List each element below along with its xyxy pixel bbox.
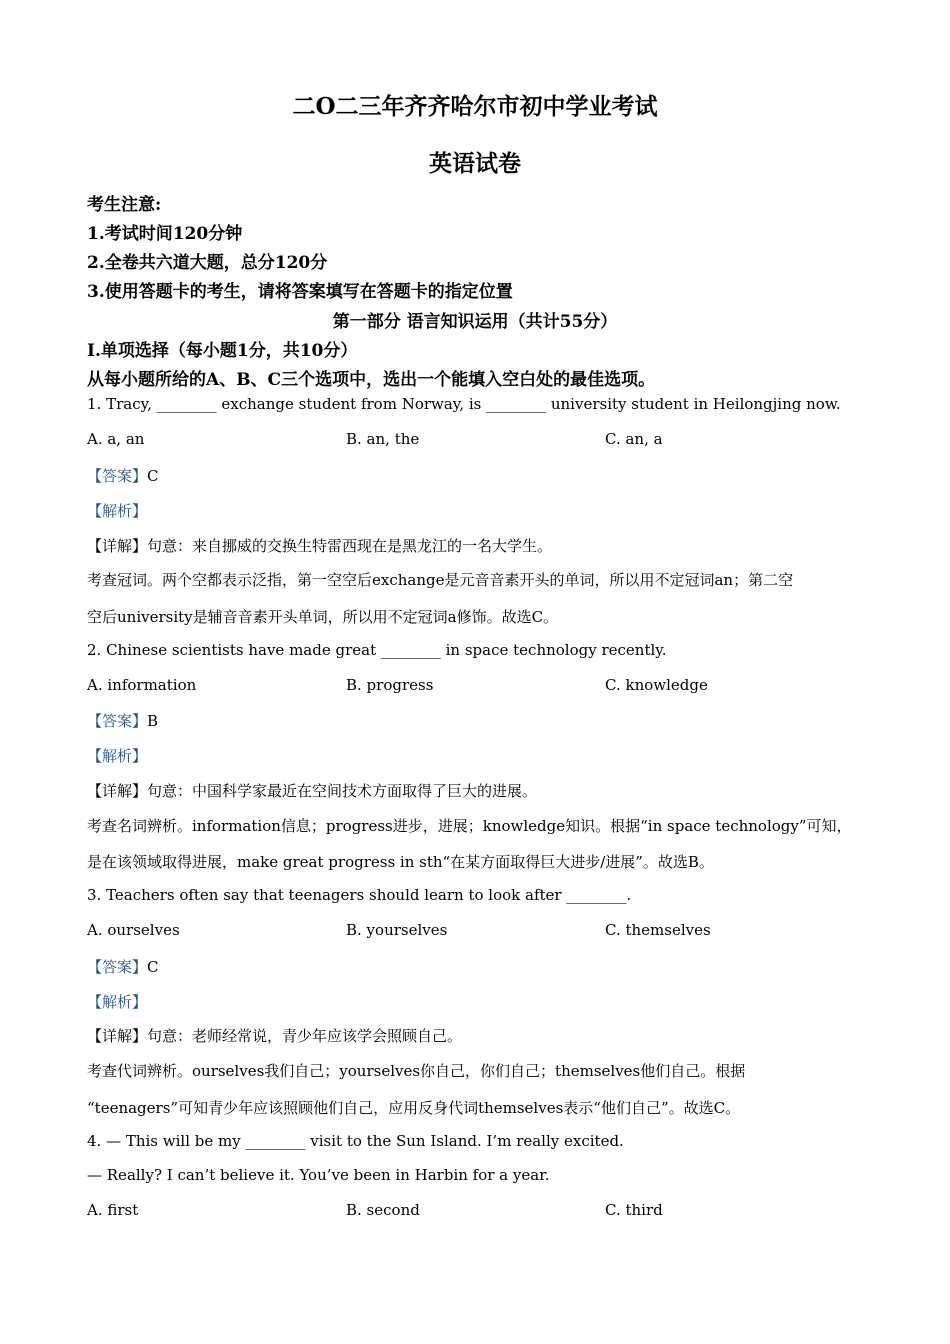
notice-heading: 考生注意:	[87, 195, 162, 215]
answer-line	[87, 710, 158, 731]
question-stem: 3. Teachers often say that teenagers should learn to look after ________.	[87, 886, 632, 904]
answer-label: 【答案】	[87, 958, 148, 976]
option-b: B. yourselves	[346, 921, 448, 939]
detail-text: 句意：来自挪威的交换生特雷西现在是黑龙江的一名大学生。	[147, 537, 553, 555]
detail-line	[87, 780, 537, 801]
part-title: 第一部分 语言知识运用（共计55分）	[332, 312, 618, 332]
detail-label: 【详解】	[87, 1027, 148, 1045]
exam-subtitle: 英语试卷	[429, 150, 521, 177]
question-stem: 4. — This will be my ________ visit to the Sun Island. I’m really excited.	[87, 1132, 624, 1150]
question-stem: 1. Tracy, ________ exchange student from Norway, is ________ university student in Heilongjing now.	[87, 395, 841, 413]
explain-line: 考查名词辨析。information信息；progress进步，进展；knowledge知识。根据“in space technology”可知，	[87, 817, 852, 835]
detail-label: 【详解】	[87, 782, 148, 800]
answer-line	[87, 956, 159, 977]
answer-line	[87, 465, 159, 486]
section-title: Ⅰ.单项选择（每小题1分，共10分）	[87, 341, 358, 361]
detail-line	[87, 1025, 462, 1046]
detail-text: 句意：老师经常说，青少年应该学会照顾自己。	[147, 1027, 463, 1045]
question-stem-reply: — Really? I can’t believe it. You’ve been in Harbin for a year.	[87, 1166, 550, 1184]
analysis-label: 【解析】	[87, 502, 148, 520]
answer-value: C	[147, 467, 159, 485]
explain-line: 考查冠词。两个空都表示泛指，第一空空后exchange是元音音素开头的单词，所以用不定冠词an；第二空	[87, 571, 794, 589]
notice-item: 2.全卷共六道大题，总分120分	[87, 253, 328, 273]
option-c: C. third	[605, 1201, 663, 1219]
explain-line: 考查代词辨析。ourselves我们自己；yourselves你自己，你们自己；themselves他们自己。根据	[87, 1062, 746, 1080]
section-instruction: 从每小题所给的A、B、C三个选项中，选出一个能填入空白处的最佳选项。	[87, 370, 656, 390]
exam-title: 二O二三年齐齐哈尔市初中学业考试	[292, 93, 658, 120]
option-a: A. first	[87, 1201, 139, 1219]
option-a: A. ourselves	[87, 921, 180, 939]
option-b: B. second	[346, 1201, 420, 1219]
explain-line: “teenagers”可知青少年应该照顾他们自己，应用反身代词themselves表示“他们自己”。故选C。	[87, 1099, 741, 1117]
option-c: C. knowledge	[605, 676, 708, 694]
answer-value: B	[147, 712, 159, 730]
option-b: B. progress	[346, 676, 434, 694]
answer-label: 【答案】	[87, 712, 148, 730]
explain-line: 是在该领域取得进展，make great progress in sth“在某方面取得巨大进步/进展”。故选B。	[87, 853, 714, 871]
option-c: C. an, a	[605, 430, 663, 448]
option-c: C. themselves	[605, 921, 711, 939]
question-stem: 2. Chinese scientists have made great ________ in space technology recently.	[87, 641, 667, 659]
answer-label: 【答案】	[87, 467, 148, 485]
option-a: A. a, an	[87, 430, 145, 448]
detail-label: 【详解】	[87, 537, 148, 555]
detail-text: 句意：中国科学家最近在空间技术方面取得了巨大的进展。	[147, 782, 538, 800]
answer-value: C	[147, 958, 159, 976]
detail-line	[87, 535, 552, 556]
analysis-label: 【解析】	[87, 993, 148, 1011]
explain-line: 空后university是辅音音素开头单词，所以用不定冠词a修饰。故选C。	[87, 608, 559, 626]
analysis-label: 【解析】	[87, 747, 148, 765]
option-b: B. an, the	[346, 430, 420, 448]
notice-item: 3.使用答题卡的考生，请将答案填写在答题卡的指定位置	[87, 282, 513, 302]
notice-item: 1.考试时间120分钟	[87, 224, 243, 244]
option-a: A. information	[87, 676, 197, 694]
